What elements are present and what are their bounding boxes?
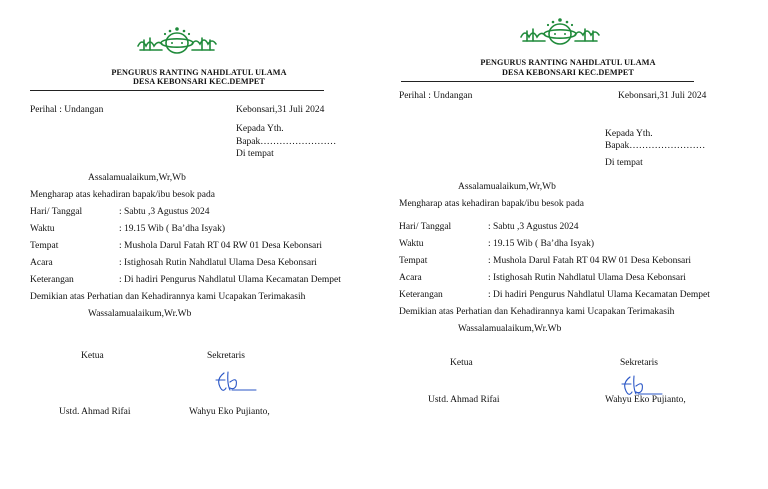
detail-label-time: Waktu xyxy=(30,224,55,234)
detail-label-place: Tempat xyxy=(399,256,428,266)
detail-value-note: : Di hadiri Pengurus Nahdlatul Ulama Kecamatan Dempet xyxy=(119,275,341,285)
detail-label-note: Keterangan xyxy=(30,275,74,285)
detail-label-time: Waktu xyxy=(399,239,424,249)
recipient-line-2: Bapak…………………… xyxy=(236,137,337,147)
detail-value-time: : 19.15 Wib ( Ba’dha Isyak) xyxy=(119,224,226,234)
signatory-role-secretary: Sekretaris xyxy=(207,351,245,361)
letter-date: Kebonsari,31 Juli 2024 xyxy=(236,105,325,115)
signatory-name-secretary: Wahyu Eko Pujianto, xyxy=(189,407,270,417)
detail-label-place: Tempat xyxy=(30,241,59,251)
intro-text: Mengharap atas kehadiran bapak/ibu besok pada xyxy=(30,190,215,200)
detail-label-event: Acara xyxy=(30,258,53,268)
detail-value-event: : Istighosah Rutin Nahdlatul Ulama Desa Kebonsari xyxy=(119,258,317,268)
nahdlatul-ulama-logo xyxy=(519,17,601,49)
letter-date: Kebonsari,31 Juli 2024 xyxy=(618,91,707,101)
org-header-place: DESA KEBONSARI KEC.DEMPET xyxy=(133,77,265,86)
farewell: Wassalamualaikum,Wr.Wb xyxy=(458,324,562,334)
recipient-line-2: Bapak…………………… xyxy=(605,141,706,151)
signatory-role-secretary: Sekretaris xyxy=(620,358,658,368)
recipient-line-1: Kepada Yth. xyxy=(236,124,284,134)
detail-value-date: : Sabtu ,3 Agustus 2024 xyxy=(119,207,210,217)
detail-value-place: : Mushola Darul Fatah RT 04 RW 01 Desa Kebonsari xyxy=(488,256,692,266)
header-divider xyxy=(401,81,694,82)
detail-label-event: Acara xyxy=(399,273,422,283)
intro-text: Mengharap atas kehadiran bapak/ibu besok pada xyxy=(399,199,584,209)
subject-line: Perihal : Undangan xyxy=(30,105,104,115)
detail-value-event: : Istighosah Rutin Nahdlatul Ulama Desa Kebonsari xyxy=(488,273,686,283)
detail-label-date: Hari/ Tanggal xyxy=(30,207,83,217)
closing-text: Demikian atas Perhatian dan Kehadirannya kami Ucapakan Terimakasih xyxy=(399,307,675,317)
signatory-name-secretary: Wahyu Eko Pujianto, xyxy=(605,395,686,405)
recipient-line-1: Kepada Yth. xyxy=(605,129,653,139)
detail-value-note: : Di hadiri Pengurus Nahdlatul Ulama Kecamatan Dempet xyxy=(488,290,710,300)
signatory-name-chair: Ustd. Ahmad Rifai xyxy=(428,395,500,405)
org-header-place: DESA KEBONSARI KEC.DEMPET xyxy=(502,68,634,77)
closing-text: Demikian atas Perhatian dan Kehadirannya kami Ucapakan Terimakasih xyxy=(30,292,306,302)
detail-label-date: Hari/ Tanggal xyxy=(399,222,452,232)
signatory-name-chair: Ustd. Ahmad Rifai xyxy=(59,407,131,417)
signatory-role-chair: Ketua xyxy=(81,351,104,361)
recipient-line-3: Di tempat xyxy=(605,158,643,168)
greeting: Assalamualaikum,Wr,Wb xyxy=(458,182,556,192)
org-header-title: PENGURUS RANTING NAHDLATUL ULAMA xyxy=(480,58,656,67)
detail-value-place: : Mushola Darul Fatah RT 04 RW 01 Desa Kebonsari xyxy=(119,241,323,251)
subject-line: Perihal : Undangan xyxy=(399,91,473,101)
detail-label-note: Keterangan xyxy=(399,290,443,300)
detail-value-date: : Sabtu ,3 Agustus 2024 xyxy=(488,222,579,232)
recipient-line-3: Di tempat xyxy=(236,149,274,159)
farewell: Wassalamualaikum,Wr.Wb xyxy=(88,309,192,319)
greeting: Assalamualaikum,Wr,Wb xyxy=(88,173,186,183)
signatory-role-chair: Ketua xyxy=(450,358,473,368)
org-header-title: PENGURUS RANTING NAHDLATUL ULAMA xyxy=(111,68,287,77)
detail-value-time: : 19.15 Wib ( Ba’dha Isyak) xyxy=(488,239,595,249)
